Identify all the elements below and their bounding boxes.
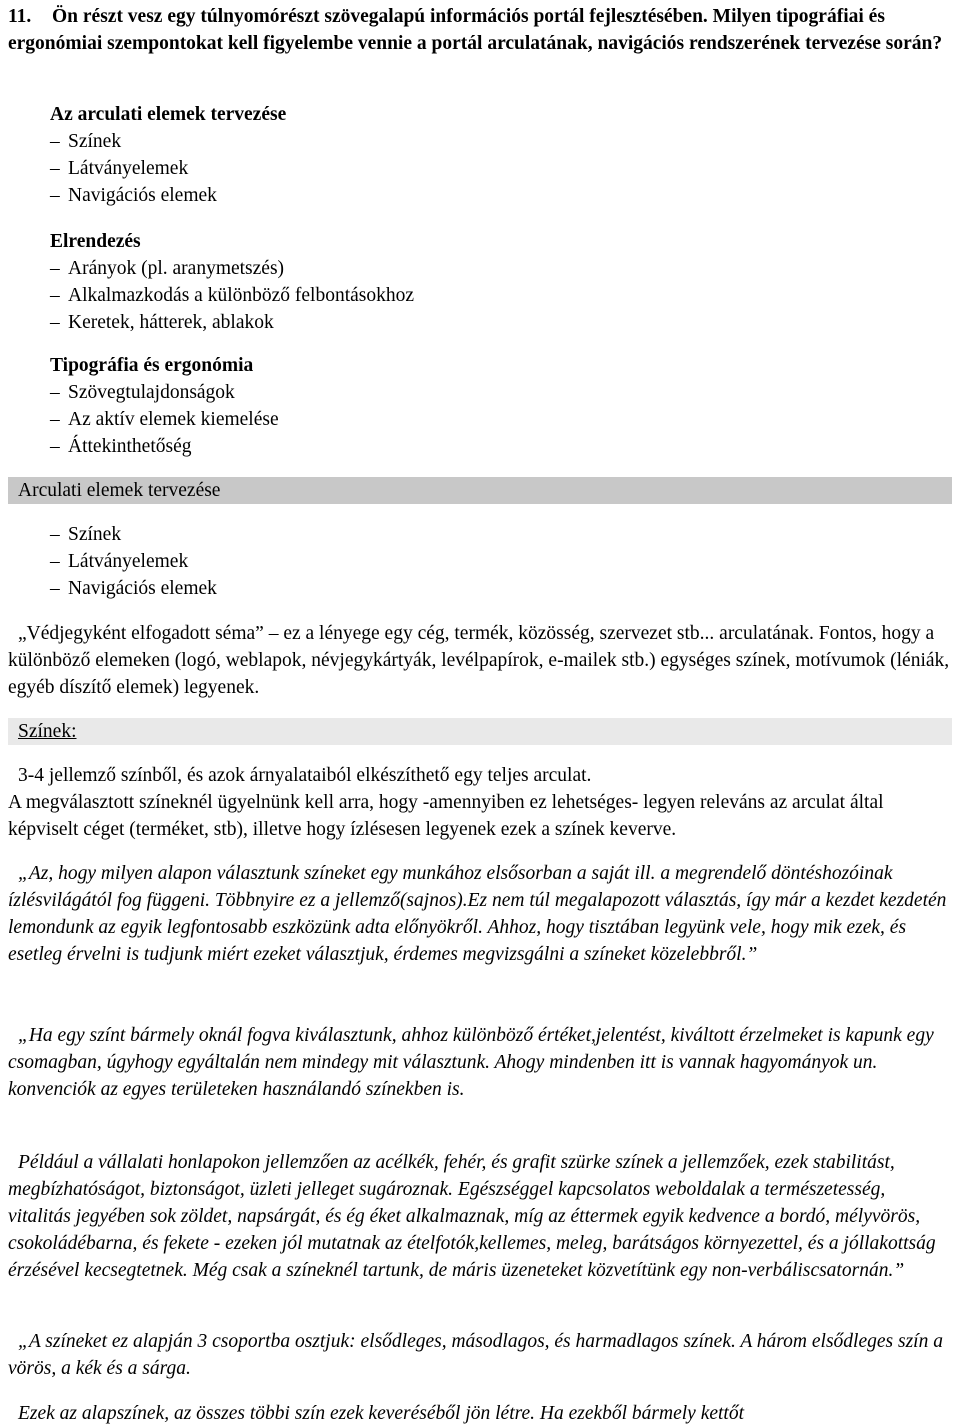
outline-item: – Keretek, hátterek, ablakok bbox=[50, 312, 274, 333]
outline-heading: Elrendezés bbox=[50, 231, 141, 252]
quote-paragraph: „Ha egy színt bármely oknál fogva kiválasztunk, ahhoz különböző értéket,jelentést, kiváltott érzelmeket is kapunk egy csomagban, úgyhogy egyáltalán nem mindegy mit választunk. Ahogy mindenben itt is vannak hagyományok un. konvenciók az egyes területeken használandó színekben is. bbox=[8, 1025, 934, 1100]
list-item: – Látványelemek bbox=[50, 551, 189, 572]
outline-item: – Szövegtulajdonságok bbox=[50, 382, 235, 403]
outline-item: – Áttekinthetőség bbox=[50, 436, 192, 457]
section-header-szinek: Színek: bbox=[8, 718, 952, 745]
outline-item: – Színek bbox=[50, 131, 122, 152]
section1-list bbox=[50, 521, 930, 602]
outline-item: – Az aktív elemek kiemelése bbox=[50, 409, 279, 430]
question-number: 11. bbox=[8, 6, 32, 27]
outline-group bbox=[50, 352, 930, 460]
outline-group bbox=[50, 228, 930, 336]
section-header-arculati: Arculati elemek tervezése bbox=[8, 477, 952, 504]
paragraph: 3-4 jellemző színből, és azok árnyalataiból elkészíthető egy teljes arculat. bbox=[18, 765, 592, 786]
outline-group bbox=[50, 101, 930, 209]
outline-item: – Navigációs elemek bbox=[50, 185, 217, 206]
quote-paragraph: „A színeket ez alapján 3 csoportba osztjuk: elsődleges, másodlagos, és harmadlagos színek. A három elsődleges szín a vörös, a kék és a sárga. bbox=[8, 1331, 943, 1379]
paragraph: „Védjegyként elfogadott séma” – ez a lényege egy cég, termék, közösség, szervezet stb... arculatának. Fontos, hogy a különböző elemeken (logó, weblapok, névjegykártyák, levélpapírok, e-mailek stb.) egységes színek, motívumok (léniák, egyéb díszítő elemek) legyenek. bbox=[8, 623, 950, 698]
outline-item: – Alkalmazkodás a különböző felbontásokhoz bbox=[50, 285, 415, 306]
paragraph: A megválasztott színeknél ügyelnünk kell arra, hogy -amennyiben ez lehetséges- legyen releváns az arculat által képviselt céget (terméket, stb), illetve hogy ízlésesen legyenek ezek a színek keverve. bbox=[8, 792, 884, 840]
outline-heading: Az arculati elemek tervezése bbox=[50, 104, 287, 125]
quote-paragraph: „Az, hogy milyen alapon választunk színeket egy munkához elsősorban a saját ill. a megrendelő döntéshozóinak ízlésvilágától fog függeni. Többnyire ez a jellemző(sajnos).Ez nem túl megalapozott választás, így már a kezdet kezdetén lemondunk az egyik legfontosabb eszközünk adta előnyökről. Ahhoz, hogy tisztában legyünk vele, hogy mik ezek, és esetleg érvelni is tudjunk miért ezeket választjuk, érdemes megvizsgálni a színeket közelebbről.” bbox=[8, 863, 947, 965]
question-text: Ön részt vesz egy túlnyomórészt szövegalapú információs portál fejlesztésében. Milyen tipográfiai és ergonómiai szempontokat kell figyelembe vennie a portál arculatának, navigációs rendszerének tervezése során? bbox=[8, 6, 943, 54]
outline-heading: Tipográfia és ergonómia bbox=[50, 355, 254, 376]
list-item: – Navigációs elemek bbox=[50, 578, 217, 599]
list-item: – Színek bbox=[50, 524, 122, 545]
outline-item: – Látványelemek bbox=[50, 158, 189, 179]
quote-paragraph: Például a vállalati honlapokon jellemzően az acélkék, fehér, és grafit szürke színek a jellemzőek, ezek stabilitást, megbízhatóságot, biztonságot, üzleti jelleget sugároznak. Egészséggel kapcsolatos weboldalak a természetesség, vitalitás jegyében sok zöldet, napsárgát, és ég éket alkalmaznak, míg az éttermek egyik kedvence a bordó, mélyvörös, csokoládébarna, és fekete - ezeken jól mutatnak az ételfotók,kellemes, meleg, barátságos környezettel, és a jóllakottság érzésével kecsegtetnek. Még csak a színeknél tartunk, de máris üzeneteket közvetítünk egy non-verbáliscsatornán.” bbox=[8, 1152, 936, 1281]
outline-item: – Arányok (pl. aranymetszés) bbox=[50, 258, 285, 279]
question bbox=[8, 3, 956, 57]
quote-paragraph: Ezek az alapszínek, az összes többi szín ezek keveréséből jön létre. Ha ezekből bármely kettőt bbox=[18, 1403, 745, 1424]
